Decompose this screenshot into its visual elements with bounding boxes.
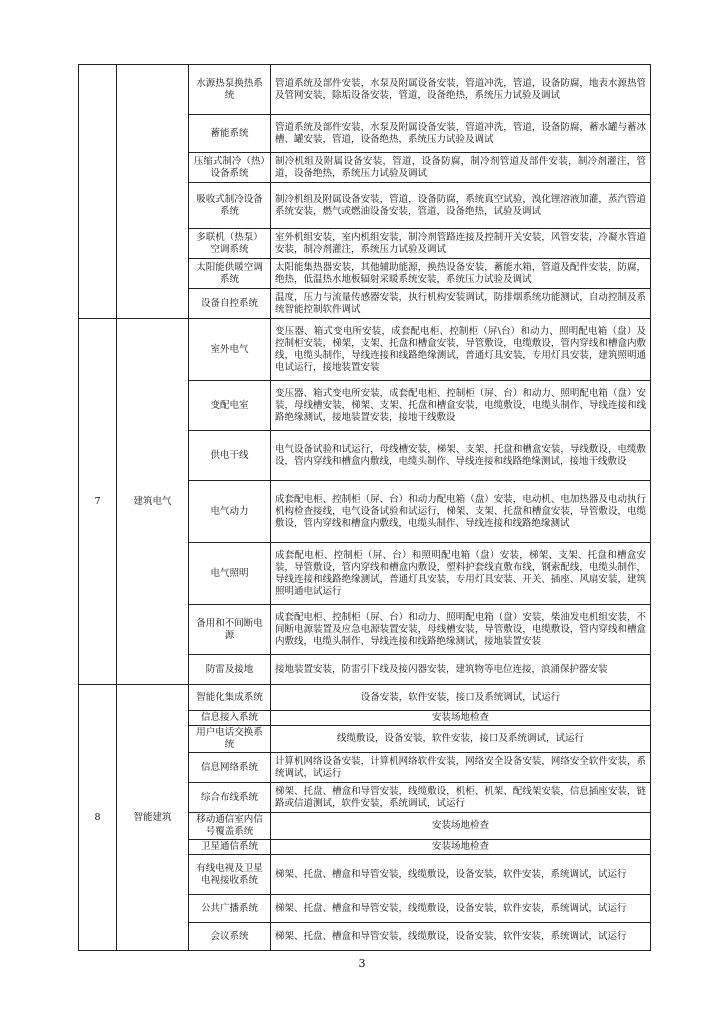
division-name: 建筑电气: [117, 319, 189, 685]
subdivision-name: 变配电室: [189, 381, 271, 431]
work-items: 室外机组安装，室内机组安装，制冷剂管路连接及控制开关安装，风管安装，冷凝水管道安装，制冷剂灌注，系统压力试验及调试: [271, 229, 651, 259]
subdivision-name: 综合布线系统: [189, 783, 271, 813]
table-row: [79, 685, 651, 711]
work-items: 线缆敷设，设备安装，软件安装，接口及系统调试，试运行: [271, 726, 651, 753]
work-items: 安装场地检查: [271, 813, 651, 840]
subdivision-name: 信息接入系统: [189, 711, 271, 726]
work-items: 变压器、箱式变电所安装，成套配电柜、控制柜（屏、台）和动力、照明配电箱（盘）安装，母线槽安装，梯架、支架、托盘和槽盒安装，电缆敷设，电缆头制作、导线连接和线路绝缘测试，接地装置安装，接地干线敷设: [271, 381, 651, 431]
subdivision-name: 用户电话交换系统: [189, 726, 271, 753]
work-items: 电气设备试验和试运行，母线槽安装，梯架、支架、托盘和槽盒安装，导线敷设，电缆敷设，管内穿线和槽盒内敷线，电缆头制作、导线连接和线路绝缘测试，接地干线敷设: [271, 431, 651, 481]
subdivision-name: 移动通信室内信号覆盖系统: [189, 813, 271, 840]
work-items: 梯架、托盘、槽盒和导管安装，线缆敷设，设备安装，软件安装，系统调试，试运行: [271, 895, 651, 923]
division-name: [117, 65, 189, 319]
subdivision-name: 电气动力: [189, 481, 271, 543]
subdivision-name: 供电干线: [189, 431, 271, 481]
subdivision-name: 吸收式制冷设备系统: [189, 183, 271, 229]
table-row: [79, 65, 651, 115]
subdivision-name: 信息网络系统: [189, 753, 271, 783]
work-items: 制冷机组及附属设备安装，管道，设备防腐，制冷剂管道及部件安装，制冷剂灌注，管道，设备绝热，系统压力试验及调试: [271, 153, 651, 183]
subdivision-name: 防雷及接地: [189, 655, 271, 685]
work-items: 安装场地检查: [271, 840, 651, 855]
construction-division-table: [78, 64, 651, 951]
work-items: 梯架、托盘、槽盒和导管安装，线缆敷设，机柜、机架、配线架安装，信息插座安装，链路或信道测试，软件安装，系统调试，试运行: [271, 783, 651, 813]
subdivision-name: 室外电气: [189, 319, 271, 381]
subdivision-name: 有线电视及卫星电视接收系统: [189, 855, 271, 895]
work-items: 安装场地检查: [271, 711, 651, 726]
row-number: 7: [79, 319, 117, 685]
work-items: 管道系统及部件安装，水泵及附属设备安装，管道冲洗，管道，设备防腐，蓄水罐与蓄冰槽、罐安装，管道，设备绝热，系统压力试验及调试: [271, 115, 651, 153]
subdivision-name: 备用和不间断电源: [189, 605, 271, 655]
work-items: 温度，压力与流量传感器安装，执行机构安装调试，防排烟系统功能测试，自动控制及系统智能控制软件调试: [271, 289, 651, 319]
subdivision-name: 多联机（热泵）空调系统: [189, 229, 271, 259]
subdivision-name: 公共广播系统: [189, 895, 271, 923]
subdivision-name: 智能化集成系统: [189, 685, 271, 711]
subdivision-name: 卫星通信系统: [189, 840, 271, 855]
work-items: 设备安装，软件安装，接口及系统调试，试运行: [271, 685, 651, 711]
subdivision-name: 会议系统: [189, 923, 271, 951]
work-items: 接地装置安装，防雷引下线及接闪器安装，建筑物等电位连接，浪涌保护器安装: [271, 655, 651, 685]
work-items: 梯架、托盘、槽盒和导管安装，线缆敷设，设备安装，软件安装，系统调试，试运行: [271, 923, 651, 951]
table-row: [79, 319, 651, 381]
work-items: 成套配电柜、控制柜（屏、台）和动力配电箱（盘）安装，电动机、电加热器及电动执行机构检查接线，电气设备试验和试运行，梯架、支架、托盘和槽盒安装，导管敷设，电缆敷设，管内穿线和槽盒内敷线，电缆头制作、导线连接和线路绝缘测试: [271, 481, 651, 543]
row-number: 8: [79, 685, 117, 951]
subdivision-name: 水源热泵换热系统: [189, 65, 271, 115]
row-number: [79, 65, 117, 319]
work-items: 成套配电柜、控制柜（屏、台）和照明配电箱（盘）安装，梯架、支架、托盘和槽盒安装，导管敷设，管内穿线和槽盒内敷设，塑料护套线直敷布线，钢索配线，电缆头制作，导线连接和线路绝缘测试，普通灯具安装，专用灯具安装、开关、插座、风扇安装，建筑照明通电试运行: [271, 543, 651, 605]
work-items: 变压器、箱式变电所安装，成套配电柜、控制柜（屏\台）和动力、照明配电箱（盘）及控制柜安装，梯架，支架、托盘和槽盒安装，导管敷设，电缆敷设，管内穿线和槽盒内敷线，电缆头制作，导线连接和线路绝缘测试，普通灯具安装，专用灯具安装，建筑照明通电试运行，接地装置安装: [271, 319, 651, 381]
work-items: 管道系统及部件安装，水泵及附属设备安装，管道冲洗，管道，设备防腐，地表水源热管及管网安装，除垢设备安装，管道，设备绝热，系统压力试验及调试: [271, 65, 651, 115]
work-items: 梯架、托盘、槽盒和导管安装，线缆敷设，设备安装，软件安装，系统调试，试运行: [271, 855, 651, 895]
subdivision-name: 压缩式制冷（热）设备系统: [189, 153, 271, 183]
subdivision-name: 电气照明: [189, 543, 271, 605]
work-items: 制冷机组及附属设备安装，管道，设备防腐，系统真空试验，溴化锂溶液加灌，蒸汽管道系统安装，燃气或燃油设备安装，管道，设备绝热，试验及调试: [271, 183, 651, 229]
work-items: 计算机网络设备安装，计算机网络软件安装，网络安全设备安装，网络安全软件安装，系统调试，试运行: [271, 753, 651, 783]
subdivision-name: 设备自控系统: [189, 289, 271, 319]
work-items: 太阳能集热器安装，其他辅助能源，换热设备安装，蓄能水箱，管道及配件安装，防腐，绝热，低温热水地板辐射采暖系统安装，系统压力试验及调试: [271, 259, 651, 289]
division-name: 智能建筑: [117, 685, 189, 951]
page-number: 3: [358, 957, 366, 970]
subdivision-name: 蓄能系统: [189, 115, 271, 153]
subdivision-name: 太阳能供暖空调系统: [189, 259, 271, 289]
work-items: 成套配电柜、控制柜（屏、台）和动力、照明配电箱（盘）安装，柴油发电机组安装，不间断电源装置及应急电源装置安装，母线槽安装，导管敷设，电缆敷设，管内穿线和槽盒内敷线，电缆头制作、导线连接和线路绝缘测试，接地装置安装: [271, 605, 651, 655]
